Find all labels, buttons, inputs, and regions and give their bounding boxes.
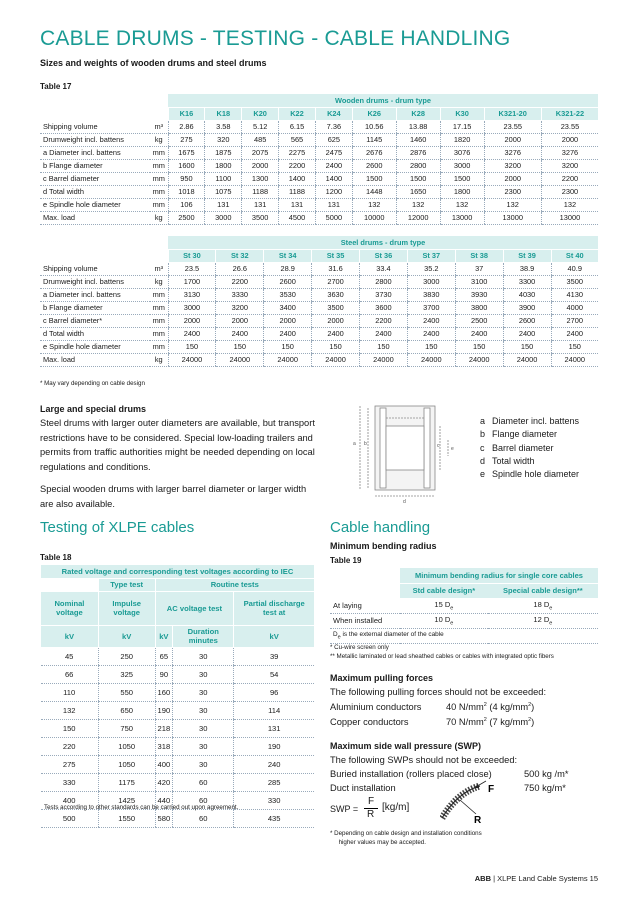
large-drums-paragraph-1: Steel drums with larger outer diameters are available, but transport restrictions have to be considered. Special low-loading trailers and permits from traffic authorities might be needed depending on local regulations and conditions. xyxy=(40,418,315,472)
bending-footnote-1: * Cu-wire screen only xyxy=(330,644,389,651)
table-row: Max. load kg 2500 3000 3500 4500 5000 10000 12000 13000 13000 13000 xyxy=(40,211,598,224)
pulling-forces-heading: Maximum pulling forces xyxy=(330,673,434,683)
drum-type-header: St 35 xyxy=(312,249,360,262)
diagram-label-d: d xyxy=(403,499,406,504)
drum-type-header: K24 xyxy=(315,107,352,120)
routine-tests-header: Routine tests xyxy=(155,578,314,591)
col-impulse-voltage: Impulse voltage xyxy=(98,591,155,625)
diagram-label-e: e xyxy=(451,446,454,452)
wooden-drums-table xyxy=(40,94,598,225)
table18-note: Tests according to other standards can be carried out upon agreement. xyxy=(44,804,239,811)
drum-type-header: K22 xyxy=(279,107,316,120)
table-row: 150 750 218 30 131 xyxy=(41,719,315,737)
drum-type-header: K28 xyxy=(396,107,440,120)
unit-cell: kV xyxy=(234,625,314,647)
page-title: CABLE DRUMS - TESTING - CABLE HANDLING xyxy=(40,27,511,50)
testing-heading: Testing of XLPE cables xyxy=(40,519,195,536)
table-row: 330 1175 420 60 285 xyxy=(41,773,315,791)
diagram-label-a: a xyxy=(353,441,356,447)
unit-cell: kV xyxy=(98,625,155,647)
legend-item: e Spindle hole diameter xyxy=(480,469,580,480)
legend-item: b Flange diameter xyxy=(480,429,558,440)
legend-item: a Diameter incl. battens xyxy=(480,416,580,426)
swp-fig-F: F xyxy=(488,784,495,795)
bending-radius-table xyxy=(330,568,598,644)
drum-type-header: St 38 xyxy=(455,249,503,262)
drum-type-header: St 39 xyxy=(503,249,551,262)
table18-label: Table 18 xyxy=(40,553,72,562)
steel-drums-table xyxy=(40,236,598,367)
col-ac-voltage: AC voltage test xyxy=(155,591,234,625)
unit-cell: Duration minutes xyxy=(173,625,234,647)
table-row: 500 1550 580 60 435 xyxy=(41,809,315,827)
unit-cell: kV xyxy=(41,625,99,647)
table-row: Drumweight incl. battens kg 275 320 485 565 625 1145 1460 1820 2000 2000 xyxy=(40,133,598,146)
table-row: c Barrel diameter mm 950 1100 1300 1400 1400 1500 1500 1500 2000 2200 xyxy=(40,172,598,185)
page-subtitle: Sizes and weights of wooden drums and steel drums xyxy=(40,58,267,68)
drum-type-header: St 32 xyxy=(216,249,264,262)
table19-label: Table 19 xyxy=(330,556,362,565)
swp-formula: SWP = F R [kg/m] xyxy=(330,796,410,820)
table-row: b Flange diameter mm 1600 1800 2000 2200 2400 2600 2800 3000 3200 3200 xyxy=(40,159,598,172)
drum-type-header: K20 xyxy=(242,107,279,120)
legend-item: d Total width xyxy=(480,455,535,466)
table-row: a Diameter incl. battens mm 1675 1875 2075 2275 2475 2676 2876 3076 3276 3276 xyxy=(40,146,598,159)
drum-dimension-diagram xyxy=(340,398,470,504)
table-row: 110 550 160 30 96 xyxy=(41,683,315,701)
type-test-header: Type test xyxy=(98,578,155,591)
unit-cell: kV xyxy=(155,625,173,647)
table18-caption: Rated voltage and corresponding test voltages according to IEC xyxy=(41,565,315,578)
table-row: At laying 15 $D_e$ 18 $D_e$ xyxy=(330,598,598,613)
aluminium-value: 40 $N/mm^2$ (4 $kg/mm^2$) xyxy=(446,702,535,713)
table-row: e Spindle hole diameter mm 150 150 150 150 150 150 150 150 150 xyxy=(40,340,598,353)
diagram-label-b: b xyxy=(364,441,367,447)
table17-label: Table 17 xyxy=(40,82,72,91)
table-row: a Diameter incl. battens mm 3130 3330 3530 3630 3730 3830 3930 4030 4130 xyxy=(40,288,598,301)
table-row: 275 1050 400 30 240 xyxy=(41,755,315,773)
table-row: $D_e$ is the external diameter of the cable xyxy=(330,628,598,643)
drum-group-header: Steel drums - drum type xyxy=(168,236,598,249)
drum-type-header: K18 xyxy=(205,107,242,120)
table-row: c Barrel diameter* mm 2000 2000 2000 2000 2200 2400 2500 2600 2700 xyxy=(40,314,598,327)
copper-label: Copper conductors xyxy=(330,717,409,727)
table-row: Shipping volume m³ 2.86 3.58 5.12 6.15 7.36 10.56 13.88 17.15 23.55 23.55 xyxy=(40,120,598,133)
col-nominal-voltage: Nominal voltage xyxy=(41,591,99,625)
swp-fig-R: R xyxy=(474,815,482,824)
table-row: e Spindle hole diameter mm 106 131 131 131 131 132 132 132 132 132 xyxy=(40,198,598,211)
handling-heading: Cable handling xyxy=(330,519,431,536)
table-row: 400 1425 440 60 330 xyxy=(41,791,315,809)
swp-heading: Maximum side wall pressure (SWP) xyxy=(330,741,482,751)
large-drums-paragraph-2: Special wooden drums with larger barrel diameter or larger width are also available. xyxy=(40,484,307,509)
table-row: 220 1050 318 30 190 xyxy=(41,737,315,755)
drum-type-header: K16 xyxy=(168,107,205,120)
table-row: Max. load kg 24000 24000 24000 24000 24000 24000 24000 24000 24000 xyxy=(40,353,598,366)
drum-legend xyxy=(480,415,579,481)
swp-note-1: * Depending on cable design and installation conditions xyxy=(330,830,482,837)
copper-value: 70 $N/mm^2$ (7 $kg/mm^2$) xyxy=(446,717,535,728)
drum-group-header: Wooden drums - drum type xyxy=(168,94,598,107)
table-row: Shipping volume m³ 23.5 26.6 28.9 31.6 33.4 35.2 37 38.9 40.9 xyxy=(40,262,598,275)
legend-item: c Barrel diameter xyxy=(480,442,554,453)
col-std-design: Std cable design* xyxy=(400,583,488,598)
table-row: When installed 10 $D_e$ 12 $D_e$ xyxy=(330,613,598,628)
aluminium-label: Aluminium conductors xyxy=(330,702,422,712)
buried-value: 500 kg /m* xyxy=(524,769,569,779)
swp-intro: The following SWPs should not be exceeded: xyxy=(330,755,518,765)
duct-value: 750 kg/m* xyxy=(524,783,566,793)
table-row: d Total width mm 2400 2400 2400 2400 2400 2400 2400 2400 2400 xyxy=(40,327,598,340)
swp-note-2: higher values may be accepted. xyxy=(330,839,426,846)
swp-illustration xyxy=(440,778,500,824)
drum-type-header: K30 xyxy=(440,107,484,120)
pulling-intro: The following pulling forces should not be exceeded: xyxy=(330,687,547,697)
table19-caption: Minimum bending radius for single core cables xyxy=(400,568,598,583)
col-partial-discharge: Partial discharge test at xyxy=(234,591,314,625)
large-drums-heading: Large and special drums xyxy=(40,404,147,414)
table17-footnote: * May vary depending on cable design xyxy=(40,380,145,387)
table-row: b Flange diameter mm 3000 3200 3400 3500 3600 3700 3800 3900 4000 xyxy=(40,301,598,314)
table-row: Drumweight incl. battens kg 1700 2200 2600 2700 2800 3000 3100 3300 3500 xyxy=(40,275,598,288)
min-bending-heading: Minimum bending radius xyxy=(330,541,437,551)
drum-type-header: St 36 xyxy=(360,249,408,262)
table-row: 132 650 190 30 114 xyxy=(41,701,315,719)
test-voltage-table xyxy=(40,565,314,828)
drum-type-header: St 30 xyxy=(168,249,216,262)
drum-type-header: K26 xyxy=(352,107,396,120)
duct-label: Duct installation xyxy=(330,783,396,793)
table-row: 45 250 65 30 39 xyxy=(41,647,315,665)
drum-type-header: St 40 xyxy=(551,249,598,262)
drum-type-header: St 34 xyxy=(264,249,312,262)
bending-footnote-2: ** Metallic laminated or lead sheathed cables or cables with integrated optic fibers xyxy=(330,653,554,660)
page-footer: ABB | XLPE Land Cable Systems 15 xyxy=(474,874,598,883)
table-row: 66 325 90 30 54 xyxy=(41,665,315,683)
drum-type-header: K321-22 xyxy=(541,107,598,120)
drum-type-header: K321-20 xyxy=(484,107,541,120)
col-special-design: Special cable design** xyxy=(488,583,598,598)
drum-type-header: St 37 xyxy=(407,249,455,262)
table-row: d Total width mm 1018 1075 1188 1188 1200 1448 1650 1800 2300 2300 xyxy=(40,185,598,198)
buried-label: Buried installation (rollers placed close) xyxy=(330,769,492,779)
diagram-label-c: c xyxy=(437,443,440,449)
